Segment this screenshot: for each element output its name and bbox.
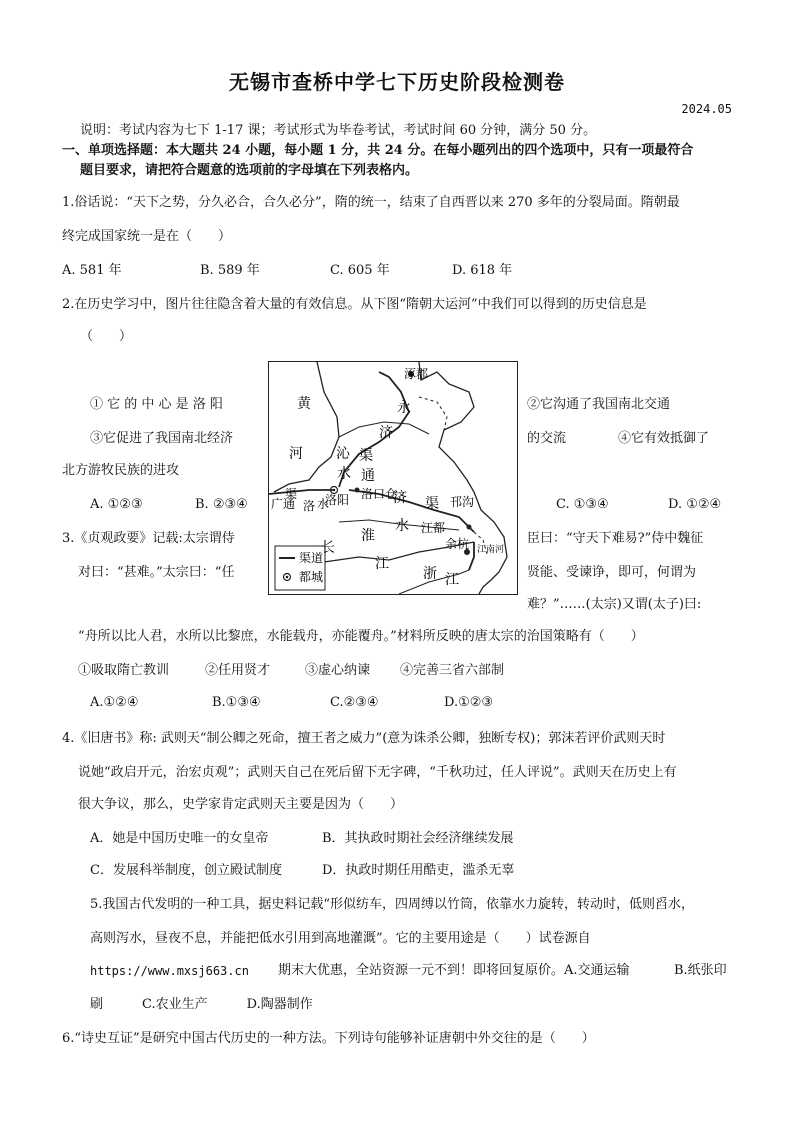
label-ji2: 济: [393, 490, 407, 506]
q3-option-c: C.②③④: [330, 695, 379, 710]
label-luo: 洛: [303, 499, 316, 513]
q3-stem-line2-right: 贤能、受谏诤，即可，何谓为: [527, 565, 697, 580]
label-jiangdu: 江都: [421, 521, 446, 535]
label-yuhang: 余杭: [445, 537, 470, 551]
q1-option-a: A. 581 年: [62, 263, 122, 278]
legend-canal-label: 渠道: [299, 551, 324, 565]
q5-stem-line2: 高则泻水，昼夜不息，并能把低水引用到高地灌溉”。它的主要用途是（ ）试卷源自: [90, 931, 591, 946]
q2-stem-line2: （ ）: [80, 329, 133, 344]
q5-stem-line3: 期末大优惠，全站资源一元不到！即将回复原价。A.交通运输: [278, 963, 630, 978]
label-huai: 淮: [361, 528, 375, 544]
q3-stem-line4: “舟所以比人君，水所以比黎庶，水能载舟，亦能覆舟。”材料所反映的唐太宗的治国策略有（ ）: [78, 629, 644, 644]
exam-date: 2024.05: [681, 102, 732, 116]
q3-stem-line3-right: 难？”……(太宗)又谓(太子)曰:: [527, 597, 702, 612]
label-he: 河: [289, 446, 303, 462]
label-jiangnan: 江南河: [477, 545, 505, 555]
q2-statement-1: ① 它 的 中 心 是 洛 阳: [90, 397, 223, 412]
q2-option-c: C. ①③④: [556, 497, 609, 512]
q3-option-d: D.①②③: [444, 695, 494, 710]
label-qu3: 渠: [285, 487, 298, 501]
q2-statement-3-cont: 的交流 ④它有效抵御了: [527, 431, 710, 446]
q1-stem-line2: 终完成国家统一是在（ ）: [62, 229, 232, 244]
q4-option-a: A．她是中国历史唯一的女皇帝: [90, 831, 269, 846]
label-luokou: 洛口仓: [361, 487, 398, 501]
q4-stem-line3: 很大争议，那么，史学家肯定武则天主要是因为（ ）: [78, 797, 404, 812]
label-guangtong: 广通: [271, 497, 296, 511]
sui-grand-canal-map: [268, 361, 518, 595]
q2-statement-3: ③它促进了我国南北经济: [90, 431, 234, 446]
q1-option-c: C. 605 年: [330, 263, 390, 278]
q2-option-d: D. ①②④: [668, 497, 722, 512]
exam-note: 说明：考试内容为七下 1-17 课；考试形式为毕卷考试，考试时间 60 分钟，满分 50 分。: [80, 123, 597, 138]
q2-option-b: B. ②③④: [195, 497, 248, 512]
label-jiang: 江: [375, 556, 389, 572]
label-qin: 沁: [336, 446, 350, 462]
label-shui2: 水: [317, 497, 330, 511]
q5-options-line: 刷 C.农业生产 D.陶器制作: [90, 997, 313, 1012]
label-ji1: 济: [379, 425, 393, 441]
label-shui1: 水: [337, 466, 351, 482]
label-shui3: 水: [395, 518, 409, 534]
q2-stem-line1: 2.在历史学习中，图片往往隐含着大量的有效信息。从下图“隋朝大运河”中我们可以得到的历史信息是: [62, 297, 647, 312]
q3-option-a: A.①②④: [90, 695, 139, 710]
label-luoyang: 洛阳: [325, 493, 350, 507]
label-qu2: 渠: [425, 496, 439, 512]
label-hangou: 邗沟: [450, 495, 475, 509]
source-url-link[interactable]: https://www.mxsj663.cn: [90, 964, 249, 978]
q3-item-2: ②任用贤才: [205, 663, 271, 678]
q1-option-b: B. 589 年: [200, 263, 260, 278]
label-yong: 永: [397, 400, 411, 416]
q1-stem-line1: 1.俗话说：“天下之势，分久必合，合久必分”，隋的统一，结束了自西晋以来 270 多年的分裂局面。隋朝最: [62, 195, 680, 210]
q4-option-c: C．发展科举制度，创立殿试制度: [90, 863, 282, 878]
label-huang: 黄: [297, 396, 311, 412]
q5-option-b-start: B.纸张印: [674, 963, 727, 978]
q4-option-d: D．执政时期任用酷吏，滥杀无辜: [322, 863, 515, 878]
section-heading-line1: 一、单项选择题：本大题共 24 小题，每小题 1 分，共 24 分。在每小题列出的四个选项中，只有一项最符合: [62, 143, 694, 158]
q1-option-d: D. 618 年: [452, 263, 513, 278]
q6-stem-line1: 6.“诗史互证”是研究中国古代历史的一种方法。下列诗句能够补证唐朝中外交往的是（ ）: [62, 1031, 595, 1046]
label-tong1: 通: [361, 468, 375, 484]
q3-stem-line2-left: 对曰：“甚难。”太宗曰：“任: [78, 565, 235, 580]
q5-stem-line1: 5.我国古代发明的一种工具，据史料记载“形似纺车，四周缚以竹筒，依靠水力旋转，转动时，低则舀水，: [90, 897, 695, 912]
section-heading-line2: 题目要求，请把符合题意的选项前的字母填在下列表格内。: [80, 163, 419, 178]
q4-option-b: B．其执政时期社会经济继续发展: [322, 831, 514, 846]
q3-item-4: ④完善三省六部制: [400, 663, 505, 678]
label-zhe: 浙: [423, 566, 437, 582]
label-qu1: 渠: [359, 448, 373, 464]
q4-stem-line2: 说她“政启开元，治宏贞观”；武则天自己在死后留下无字碑，“千秋功过，任人评说”。武则天在历史上有: [78, 765, 677, 780]
q3-stem-line1-left: 3.《贞观政要》记载:太宗谓侍: [62, 531, 235, 546]
q3-stem-line1-right: 臣曰：“守天下难易?”侍中魏征: [527, 531, 704, 546]
legend-capital-label: 都城: [299, 570, 324, 584]
q2-statement-2: ②它沟通了我国南北交通: [527, 397, 671, 412]
label-zhuojun: 涿郡: [404, 367, 429, 381]
q2-statement-4: 北方游牧民族的进攻: [62, 463, 180, 478]
q4-stem-line1: 4.《旧唐书》称: 武则天“制公卿之死命，擅王者之威力”(意为诛杀公卿，独断专权)；郭沫若评价武则天时: [62, 731, 666, 746]
page-title: 无锡市查桥中学七下历史阶段检测卷: [229, 70, 565, 94]
q3-item-1: ①吸取隋亡教训: [78, 663, 170, 678]
label-chang: 长: [321, 540, 335, 556]
q3-option-b: B.①③④: [212, 695, 261, 710]
label-jiang2: 江: [445, 572, 459, 588]
q3-item-3: ③虚心纳谏: [305, 663, 371, 678]
q2-option-a: A. ①②③: [90, 497, 143, 512]
